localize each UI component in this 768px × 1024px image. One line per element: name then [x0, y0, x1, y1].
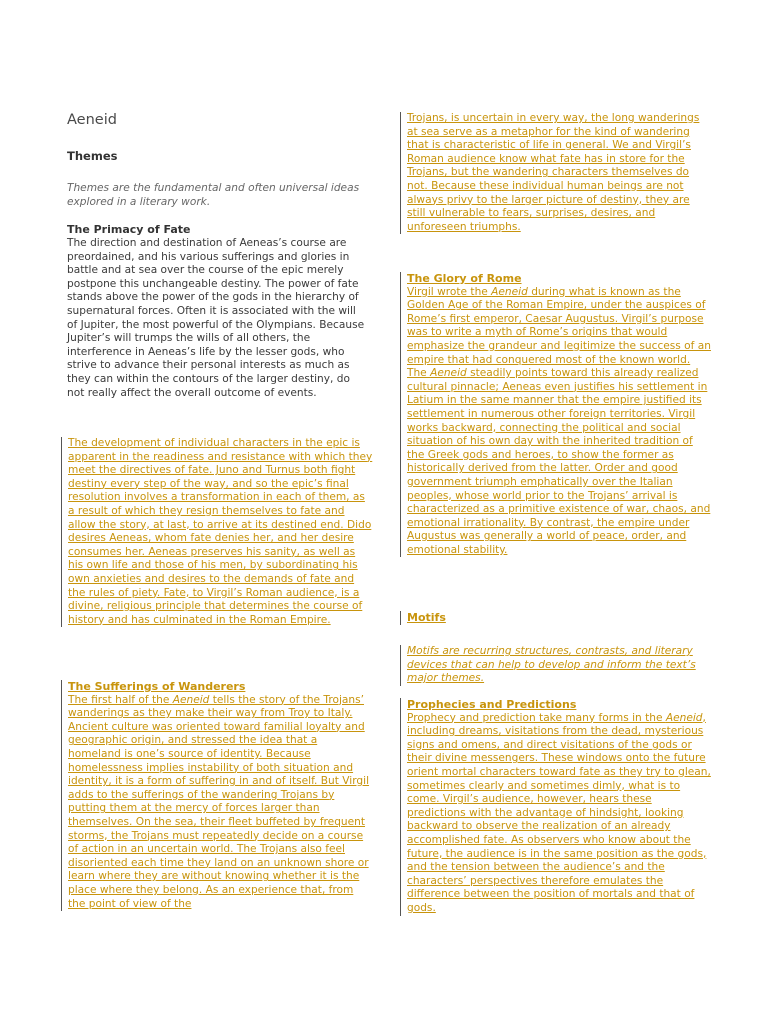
- glory-of-rome-section[interactable]: [400, 272, 711, 557]
- prophecies-section[interactable]: [400, 698, 711, 916]
- sufferings-body[interactable]: [68, 694, 373, 912]
- aeneid-italic[interactable]: Aeneid: [172, 693, 210, 706]
- document-title: Aeneid: [67, 112, 117, 128]
- fate-development-section[interactable]: [61, 437, 373, 627]
- prophecies-body-part[interactable]: , including dreams, visitations from the dead, mysterious signs and omens, and direct visitations of the gods or their divine messengers. These windows onto the future orient mortal characters toward fate as they try to glean, sometimes clearly and sometimes dimly, what is to come. Virgil’s audience, however, hears these predictions with the advantage of hindsight, looking backward to observe the realization of an already accomplished fate. As observers who know about the future, the audience is in the same position as the gods, and the tension between the audience’s and the characters’ perspectives therefore emulates the difference between the position of mortals and that of gods.: [407, 711, 711, 914]
- primacy-of-fate-heading: The Primacy of Fate: [67, 223, 191, 236]
- themes-heading: Themes: [67, 149, 118, 163]
- aeneid-italic[interactable]: Aeneid: [491, 285, 528, 298]
- sufferings-continued-section[interactable]: [400, 112, 711, 234]
- motifs-section[interactable]: [400, 611, 711, 625]
- prophecies-body-part[interactable]: Prophecy and prediction take many forms in the: [407, 711, 666, 724]
- prophecies-body[interactable]: [407, 712, 711, 916]
- motifs-heading[interactable]: Motifs: [407, 611, 446, 624]
- sufferings-section[interactable]: [61, 680, 373, 911]
- themes-intro: Themes are the fundamental and often universal ideas explored in a literary work.: [67, 182, 360, 208]
- prophecies-heading[interactable]: Prophecies and Predictions: [407, 698, 577, 711]
- motifs-intro-section[interactable]: [400, 645, 711, 686]
- fate-development-body[interactable]: The development of individual characters in the epic is apparent in the readiness and resistance with which they meet the directives of fate. Juno and Turnus both fight destiny every step of the way, and so the epic’s final resolution involves a transformation in each of them, as a result of which they resign themselves to fate and allow the story, at last, to arrive at its destined end. Dido desires Aeneas, whom fate denies her, and her desire consumes her. Aeneas preserves his sanity, as well as his own life and those of his men, by subordinating his own anxieties and desires to the demands of fate and the rules of piety. Fate, to Virgil’s Roman audience, is a divine, religious principle that determines the course of history and has culminated in the Roman Empire.: [68, 437, 373, 626]
- glory-of-rome-body[interactable]: [407, 286, 711, 558]
- motifs-intro[interactable]: Motifs are recurring structures, contrasts, and literary devices that can help to develop and inform the text’s major themes.: [407, 645, 696, 685]
- aeneid-italic[interactable]: Aeneid: [430, 367, 467, 380]
- glory-of-rome-heading[interactable]: The Glory of Rome: [407, 272, 522, 285]
- sufferings-heading[interactable]: The Sufferings of Wanderers: [68, 680, 246, 693]
- glory-body-part[interactable]: Virgil wrote the: [407, 285, 492, 298]
- primacy-of-fate-body: The direction and destination of Aeneas’s course are preordained, and his various sufferings and glories in battle and at sea over the course of the epic merely postpone this unchangeable destiny. The power of fate stands above the power of the gods in the hierarchy of supernatural forces. Often it is associated with the will of Jupiter, the most powerful of the Olympians. Because Jupiter’s will trumps the wills of all others, the interference in Aeneas’s life by the lesser gods, who strive to advance their personal interests as much as they can within the contours of the larger destiny, do not really affect the overall outcome of events.: [67, 237, 365, 399]
- sufferings-body-part[interactable]: The first half of the: [68, 693, 173, 706]
- sufferings-body-part[interactable]: tells the story of the Trojans’ wanderings as they make their way from Troy to Italy. Ancient culture was oriented toward familial loyalty and geographic origin, and stressed the idea that a homeland is one’s source of identity. Because homelessness implies instability of both situation and identity, it is a form of suffering in and of itself. But Virgil adds to the sufferings of the wandering Trojans by putting them at the mercy of forces larger than themselves. On the sea, their fleet buffeted by frequent storms, the Trojans must repeatedly decide on a course of action in an uncertain world. The Trojans also feel disoriented each time they land on an unknown shore or learn where they are without knowing whether it is the place where they belong. As an experience that, from the point of view of the: [68, 693, 370, 910]
- sufferings-continued-body[interactable]: Trojans, is uncertain in every way, the long wanderings at sea serve as a metaphor for the kind of wandering that is characteristic of life in general. We and Virgil’s Roman audience know what fate has in store for the Trojans, but the wandering characters themselves do not. Because these individual human beings are not always privy to the larger picture of destiny, they are still vulnerable to fears, surprises, desires, and unforeseen triumphs.: [407, 112, 700, 233]
- glory-body-part[interactable]: during what is known as the Golden Age of the Roman Empire, under the auspices of Rome’s first emperor, Caesar Augustus. Virgil’s purpose was to write a myth of Rome’s origins that would emphasize the grandeur and legitimize the success of an empire that had conquered most of the known world. The: [407, 285, 711, 380]
- aeneid-italic[interactable]: Aeneid: [665, 711, 703, 724]
- glory-body-part[interactable]: steadily points toward this already realized cultural pinnacle; Aeneas even justifies his settlement in Latium in the same manner that the empire justified its settlement in numerous other foreign territories. Virgil works backward, connecting the political and social situation of his own day with the inherited tradition of the Greek gods and heroes, to show the former as historically derived from the latter. Order and good government triumph emphatically over the Italian peoples, whose world prior to the Trojans’ arrival is characterized as a primitive existence of war, chaos, and emotional irrationality. By contrast, the empire under Augustus was generally a world of peace, order, and emotional stability.: [407, 367, 711, 556]
